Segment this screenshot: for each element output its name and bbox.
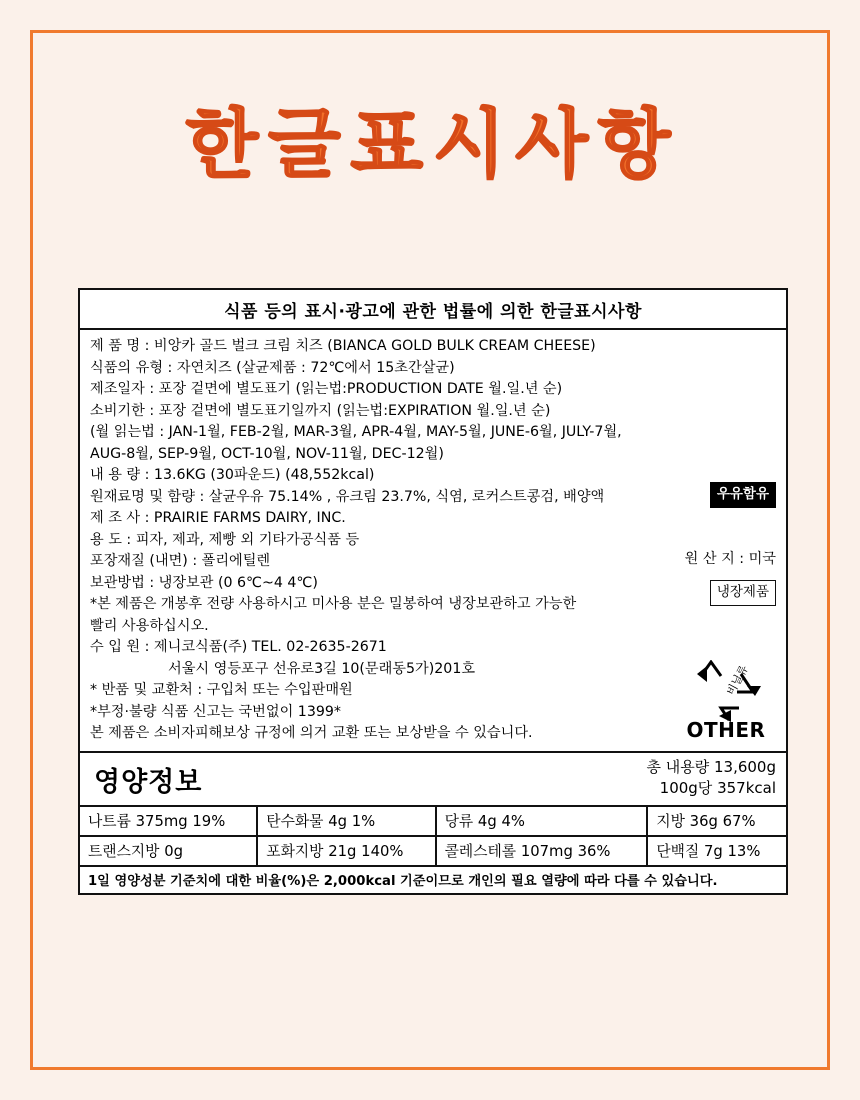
nutrient-name: 탄수화물 [266,812,324,830]
label-line: * 반품 및 교환처 : 구입처 또는 수입판매원 [90,682,353,698]
nutrient-name: 당류 [444,812,474,830]
nutrient-name: 콜레스테롤 [444,842,517,860]
table-row [80,807,786,836]
label-line: 포장재질 (내면) : 폴리에틸렌 [90,553,271,569]
label-header: 식품 등의 표시·광고에 관한 법률에 의한 한글표시사항 [80,290,786,330]
nutrient-cell [257,836,435,866]
nutrient-pct: 13% [727,842,761,860]
nutrient-cell [257,807,435,836]
recycle-triangle-icon [689,660,763,722]
korean-label-box [78,288,788,895]
milk-contains-badge: 우유함유 [710,482,776,508]
label-line: *본 제품은 개봉후 전량 사용하시고 미사용 분은 밀봉하여 냉장보관하고 가능한 [90,596,577,612]
nutrient-pct: 67% [722,812,756,830]
nutrient-pct: 4% [501,812,525,830]
label-line-address: 서울시 영등포구 선유로3길 10(문래동5가)201호 [168,660,476,677]
nutrient-pct: 36% [577,842,611,860]
nutrient-cell [647,807,786,836]
label-line: *부정·불량 식품 신고는 국번없이 1399* [90,703,342,720]
label-line: 제 품 명 : 비앙카 골드 벌크 크림 치즈 (BIANCA GOLD BULK CREAM CHEESE) [90,338,596,354]
nutrition-title: 영양정보 [94,766,203,798]
nutrient-value: 7g [703,842,723,860]
nutrient-pct: 1% [351,812,376,830]
refrigerated-badge: 냉장제품 [710,580,776,606]
recycle-other-label: OTHER [686,718,766,742]
nutrient-value: 36g [689,812,718,830]
nutrient-name: 지방 [656,812,685,830]
nutrient-name: 나트륨 [88,812,131,830]
nutrient-cell [436,836,648,866]
nutrient-name: 포화지방 [266,842,324,860]
label-line: 수 입 원 : 제니코식품(주) TEL. 02-2635-2671 [90,639,387,655]
nutrient-value: 4g [328,812,348,830]
recycle-inner-text: 비닐류 [724,663,751,698]
nutrition-amounts [646,757,776,799]
nutrition-header [80,753,786,807]
total-amount: 총 내용량 13,600g [646,757,776,776]
label-body [80,330,786,753]
nutrient-name: 단백질 [656,842,700,860]
label-line: 용 도 : 피자, 제과, 제빵 외 기타가공식품 등 [90,531,360,548]
nutrient-value: 21g [328,842,357,860]
label-line: (월 읽는법 : JAN-1월, FEB-2월, MAR-3월, APR-4월, MAY-5월, JUNE-6월, JULY-7월, [90,424,622,440]
nutrient-value: 0g [164,842,184,860]
nutrient-value: 107mg [520,842,573,860]
page-title: 한글표시사항 [185,100,681,188]
nutrient-cell [647,836,786,866]
label-line: 원재료명 및 함량 : 살균우유 75.14% , 유크림 23.7%, 식염, 로커스트콩검, 배양액 [90,488,605,505]
origin-country-text: 원 산 지 : 미국 [685,549,776,571]
nutrient-cell [80,836,257,866]
label-line: 제조일자 : 포장 겉면에 별도표기 (읽는법:PRODUCTION DATE 월.일.년 순) [90,381,563,397]
nutrition-table [80,807,786,893]
nutrient-value: 4g [477,812,497,830]
per-100g-kcal: 100g당 357kcal [659,778,776,797]
label-line: AUG-8월, SEP-9월, OCT-10월, NOV-11월, DEC-12월) [90,445,444,462]
page-frame [30,30,830,1070]
nutrient-pct: 19% [192,812,226,830]
label-line: 식품의 유형 : 자연치즈 (살균제품 : 72℃에서 15초간살균) [90,359,455,376]
daily-value-footnote: 1일 영양성분 기준치에 대한 비율(%)은 2,000kcal 기준이므로 개인의 필요 열량에 따라 다를 수 있습니다. [88,873,718,889]
nutrient-value: 375mg [135,812,188,830]
label-line: 제 조 사 : PRAIRIE FARMS DAIRY, INC. [90,510,346,526]
nutrient-cell [436,807,648,836]
recycle-mark [680,660,772,742]
label-line: 내 용 량 : 13.6KG (30파운드) (48,552kcal) [90,467,375,483]
table-row [80,836,786,866]
label-line: 본 제품은 소비자피해보상 규정에 의거 교환 또는 보상받을 수 있습니다. [90,725,533,741]
label-line: 빨리 사용하십시오. [90,617,209,634]
nutrient-cell [80,807,257,836]
table-row-footnote [80,866,786,893]
nutrient-name: 트랜스지방 [88,842,160,860]
label-line: 소비기한 : 포장 겉면에 별도표기일까지 (읽는법:EXPIRATION 월.일.년 순) [90,402,551,419]
nutrient-pct: 140% [361,842,404,860]
label-line: 보관방법 : 냉장보관 (0 6℃~4 4℃) [90,574,318,591]
